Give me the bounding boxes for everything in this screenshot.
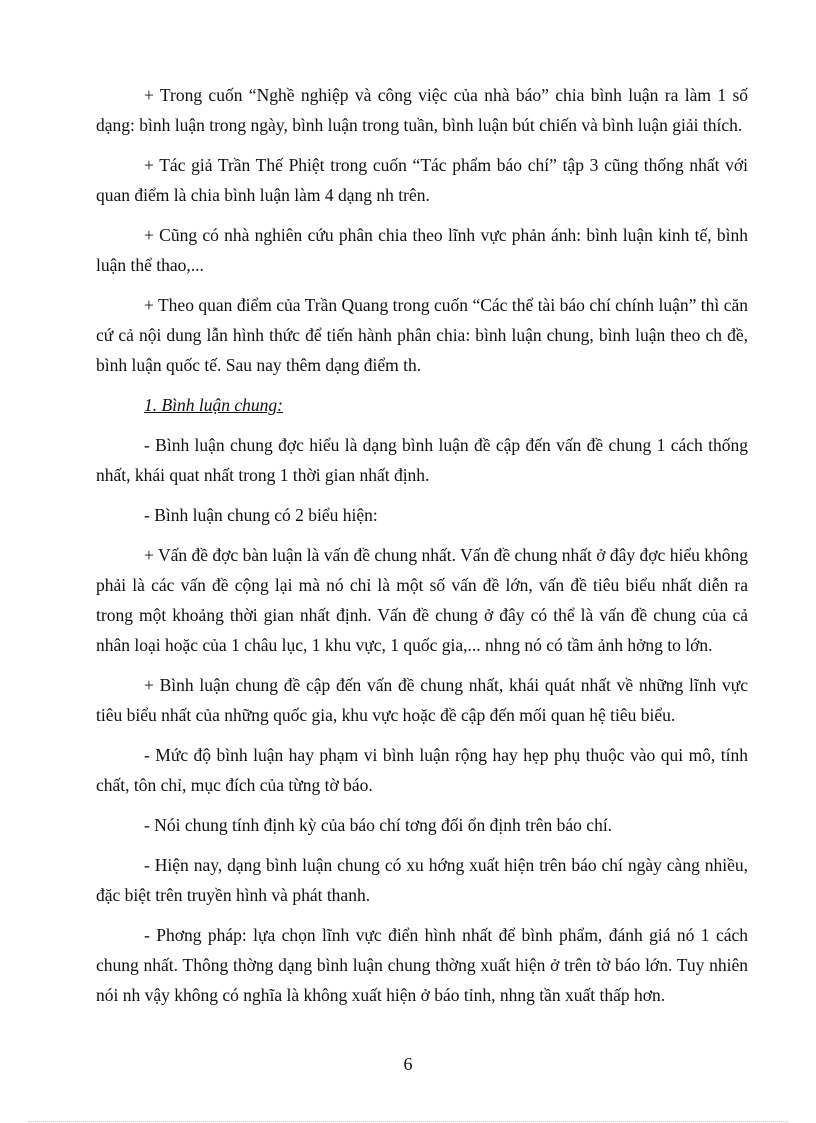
section-paragraph-1: - Bình luận chung đợc hiểu là dạng bình luận đề cập đến vấn đề chung 1 cách thống nhất, khái quat nhất trong 1 thời gian nhất định. [96,435,748,485]
section-heading: 1. Bình luận chung: [144,395,284,415]
section-paragraph-4: + Bình luận chung đề cập đến vấn đề chung nhất, khái quát nhất về những lĩnh vực tiêu biểu nhất của những quốc gia, khu vực hoặc đề cập đến mối quan hệ tiêu biểu. [96,675,748,725]
section-paragraph-3: + Vấn đề đợc bàn luận là vấn đề chung nhất. Vấn đề chung nhất ở đây đợc hiểu không phải là các vấn đề cộng lại mà nó chỉ là một số vấn đề lớn, vấn đề tiêu biểu nhất diễn ra trong một khoảng thời gian nhất định. Vấn đề chung ở đây có thể là vấn đề chung của cả nhân loại hoặc của 1 châu lục, 1 khu vực, 1 quốc gia,... nhng nó có tầm ảnh hởng to lớn. [96,545,748,655]
section-paragraph-8: - Phơng pháp: lựa chọn lĩnh vực điển hình nhất để bình phẩm, đánh giá nó 1 cách chung nhất. Thông thờng dạng bình luận chung thờng xuất hiện ở trên tờ báo lớn. Tuy nhiên nói nh vậy không có nghĩa là không xuất hiện ở báo tỉnh, nhng tần xuất thấp hơn. [96,925,748,1005]
paragraph-3: + Cũng có nhà nghiên cứu phân chia theo lĩnh vực phản ánh: bình luận kinh tế, bình luận thể thao,... [96,225,748,275]
page-bottom-divider [28,1121,788,1122]
paragraph-1: + Trong cuốn “Nghề nghiệp và công việc của nhà báo” chia bình luận ra làm 1 số dạng: bình luận trong ngày, bình luận trong tuần, bình luận bút chiến và bình luận giải thích. [96,85,748,135]
section-paragraph-5: - Mức độ bình luận hay phạm vi bình luận rộng hay hẹp phụ thuộc vào qui mô, tính chất, tôn chỉ, mục đích của từng tờ báo. [96,745,748,795]
page-content [96,80,748,1020]
page-number: 6 [403,1054,413,1074]
section-paragraph-7: - Hiện nay, dạng bình luận chung có xu hớng xuất hiện trên báo chí ngày càng nhiều, đặc biệt trên truyền hình và phát thanh. [96,855,748,905]
section-paragraph-6: - Nói chung tính định kỳ của báo chí tơng đối ổn định trên báo chí. [144,815,613,835]
paragraph-4: + Theo quan điểm của Trần Quang trong cuốn “Các thể tài báo chí chính luận” thì căn cứ cả nội dung lẫn hình thức để tiến hành phân chia: bình luận chung, bình luận theo ch đề, bình luận quốc tế. Sau nay thêm dạng điểm th. [96,295,748,375]
section-paragraph-2: - Bình luận chung có 2 biểu hiện: [144,505,378,525]
paragraph-2: + Tác giả Trần Thế Phiệt trong cuốn “Tác phẩm báo chí” tập 3 cũng thống nhất với quan điểm là chia bình luận làm 4 dạng nh trên. [96,155,748,205]
